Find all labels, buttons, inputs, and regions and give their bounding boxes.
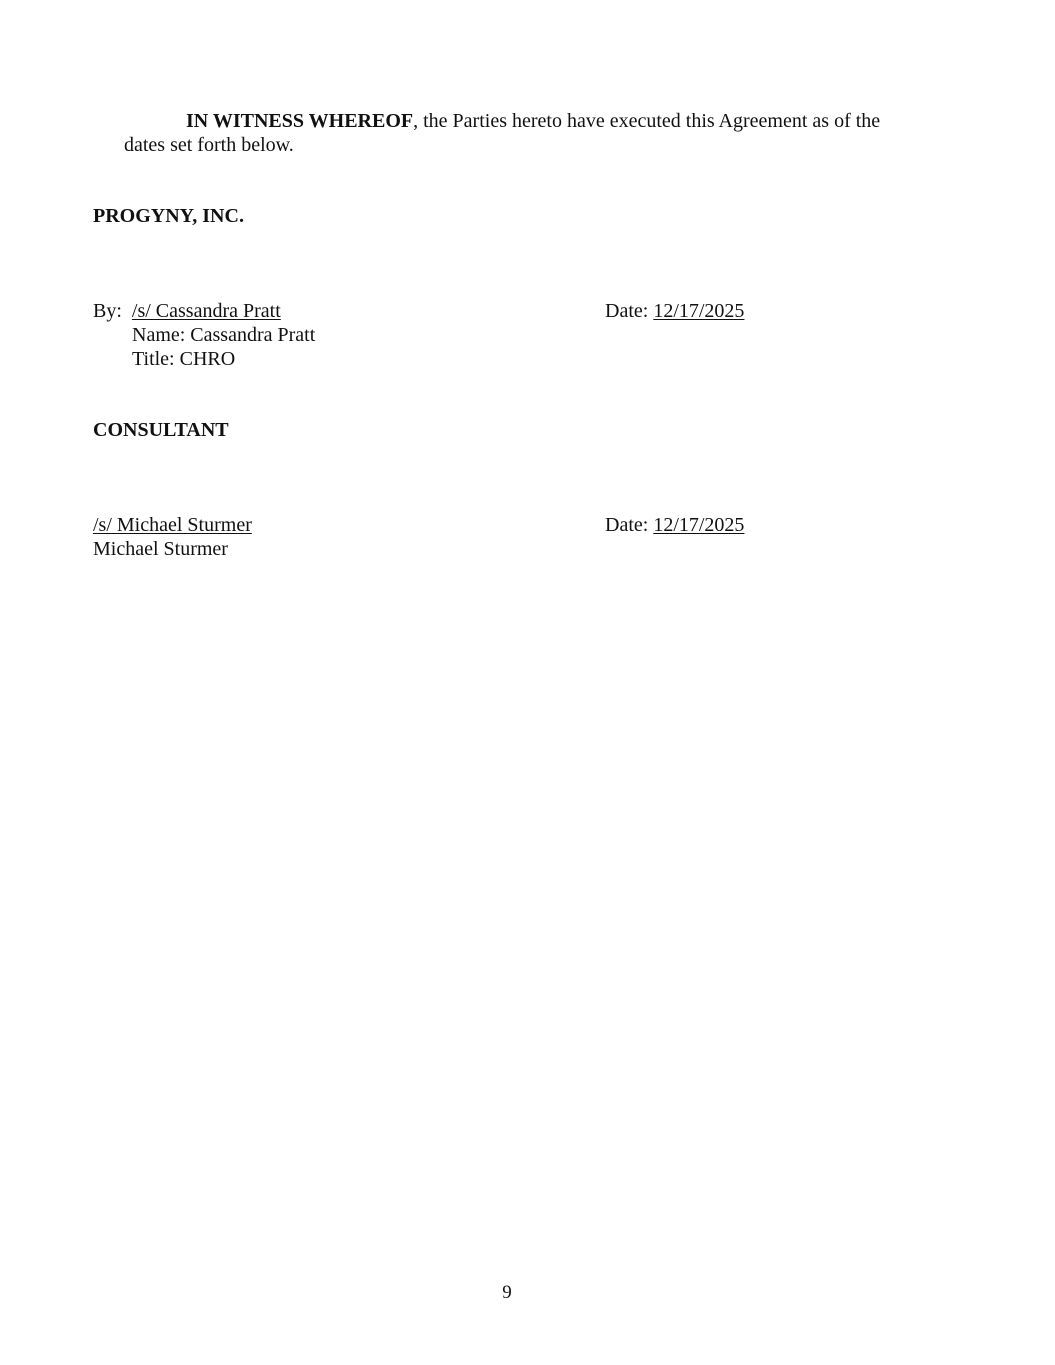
company-heading: PROGYNY, INC.: [93, 205, 244, 227]
company-date-value: 12/17/2025: [653, 300, 745, 322]
page-number: 9: [502, 1282, 512, 1303]
company-signature-line: [93, 299, 281, 323]
consultant-date: [605, 513, 744, 537]
consultant-date-label: Date:: [605, 514, 649, 536]
witness-clause-line-1: [186, 109, 880, 133]
company-signer-title: Title: CHRO: [132, 348, 236, 370]
witness-clause-text: , the Parties hereto have executed this Agreement as of the: [413, 110, 881, 132]
consultant-name: Michael Sturmer: [93, 538, 228, 560]
consultant-date-value: 12/17/2025: [653, 514, 745, 536]
by-label: By:: [93, 300, 122, 322]
consultant-signature: /s/ Michael Sturmer: [93, 514, 252, 536]
company-date: [605, 299, 744, 323]
consultant-heading: CONSULTANT: [93, 419, 229, 441]
witness-clause-line-2: dates set forth below.: [124, 134, 294, 156]
company-signer-name: Name: Cassandra Pratt: [132, 324, 316, 346]
witness-clause-lead: IN WITNESS WHEREOF: [186, 110, 414, 132]
company-signature: /s/ Cassandra Pratt: [131, 300, 281, 322]
company-date-label: Date:: [605, 300, 649, 322]
